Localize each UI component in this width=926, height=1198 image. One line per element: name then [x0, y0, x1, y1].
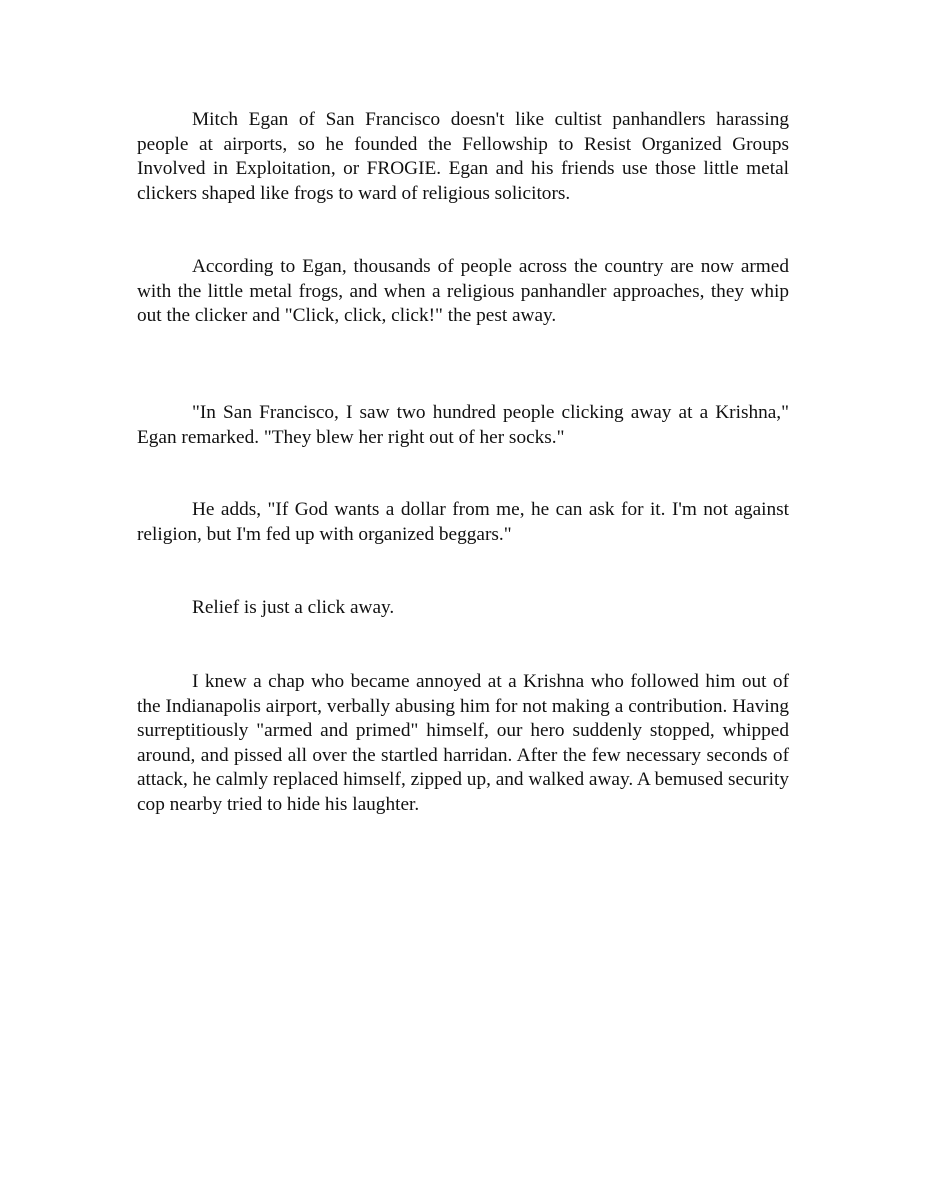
paragraph-relief: Relief is just a click away.	[192, 597, 395, 618]
paragraph-indianapolis-anecdote: I knew a chap who became annoyed at a Krishna who followed him out of the Indianapolis airport, verbally abusing him for not making a contribution. Having surreptitiously "armed and primed" himself, our hero suddenly stopped, whipped around, and pissed all over the startled harridan. After the few necessary seconds of attack, he calmly replaced himself, zipped up, and walked away. A bemused security cop nearby tried to hide his laughter.	[137, 671, 789, 815]
paragraph-frogie-founding: Mitch Egan of San Francisco doesn't like cultist panhandlers harassing people at airports, so he founded the Fellowship to Resist Organized Groups Involved in Exploitation, or FROGIE. Egan and his friends use those little metal clickers shaped like frogs to ward of religious solicitors.	[137, 109, 789, 204]
paragraph-san-francisco-quote: "In San Francisco, I saw two hundred people clicking away at a Krishna," Egan remarked. "They blew her right out of her socks."	[137, 402, 789, 448]
paragraph-metal-frogs: According to Egan, thousands of people across the country are now armed with the little metal frogs, and when a religious panhandler approaches, they whip out the clicker and "Click, click, click!" the pest away.	[137, 256, 789, 327]
paragraph-organized-beggars-quote: He adds, "If God wants a dollar from me, he can ask for it. I'm not against religion, but I'm fed up with organized beggars."	[137, 499, 789, 545]
